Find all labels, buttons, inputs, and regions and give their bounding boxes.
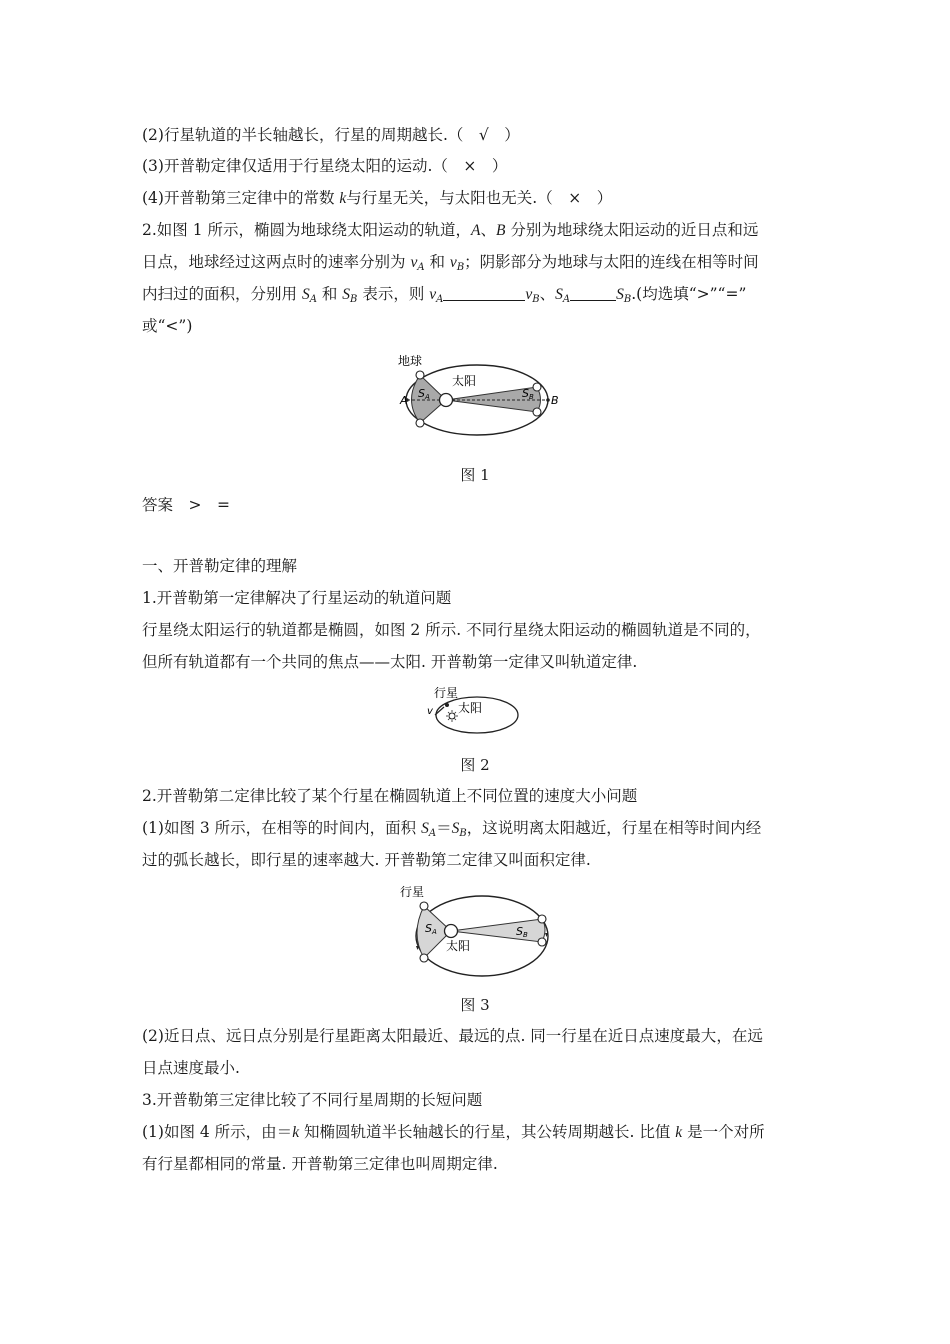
earth-icon	[416, 371, 424, 379]
statement-4: (4)开普勒第三定律中的常数 k与行星无关，与太阳也无关.（ × ）	[142, 189, 613, 207]
planet-label: 行星	[434, 686, 459, 700]
answer-blank-2[interactable]	[570, 286, 616, 301]
planet-marker	[533, 383, 541, 391]
aphelion-point	[546, 398, 550, 402]
law-3-title: 3.开普勒第三定律比较了不同行星周期的长短问题	[142, 1091, 483, 1109]
section-heading: 一、开普勒定律的理解	[142, 557, 298, 575]
question-2-line1: 2.如图 1 所示，椭圆为地球绕太阳运动的轨道，A、B 分别为地球绕太阳运动的近日点和远	[142, 221, 759, 239]
figure-3-caption: 图 3	[460, 996, 490, 1014]
law-2-point2-line2: 日点速度最小.	[142, 1059, 240, 1077]
figure-2-caption: 图 2	[460, 756, 490, 774]
sun-icon	[440, 394, 453, 407]
figure-3-orbit-diagram	[396, 882, 556, 982]
law-3-para-line2: 有行星都相同的常量. 开普勒第三定律也叫周期定律.	[142, 1155, 498, 1173]
planet-marker	[416, 419, 424, 427]
velocity-label: v	[427, 706, 433, 717]
answer-blank-1[interactable]	[443, 286, 525, 301]
planet-icon	[420, 902, 428, 910]
planet-marker	[538, 938, 546, 946]
planet-marker	[533, 408, 541, 416]
point-b-label: B	[551, 394, 559, 407]
sun-label: 太阳	[446, 939, 471, 953]
sun-label: 太阳	[458, 701, 483, 715]
question-2-line2: 日点，地球经过这两点时的速率分别为 $v_A$ 和 $v_B$；阴影部分为地球与太阳的连线在相等时间	[142, 253, 759, 273]
law-2-title: 2.开普勒第二定律比较了某个行星在椭圆轨道上不同位置的速度大小问题	[142, 787, 638, 805]
earth-label: 地球	[398, 354, 423, 368]
question-2-line3: 内扫过的面积，分别用 $S_A$ 和 $S_B$ 表示，则 $v_A$ $v_B$、$S_A$ $S_B$.(均选填“>”“=”	[142, 285, 747, 305]
law-1-para-line1: 行星绕太阳运行的轨道都是椭圆，如图 2 所示. 不同行星绕太阳运动的椭圆轨道是不同的，	[142, 621, 761, 639]
sb-label: SB	[516, 925, 528, 939]
point-a-label: A	[400, 394, 408, 407]
law-2-para-line1: (1)如图 3 所示，在相等的时间内，面积 $S_A=S_B$，这说明离太阳越近，行星在相等时间内经	[142, 819, 762, 839]
sun-label: 太阳	[452, 374, 477, 388]
answer-line: 答案 > =	[142, 496, 230, 514]
planet-marker	[420, 954, 428, 962]
planet-icon	[445, 703, 449, 707]
sa-label: SA	[425, 922, 437, 936]
figure-1-caption: 图 1	[460, 466, 490, 484]
sb-label: SB	[522, 387, 534, 401]
statement-2: (2)行星轨道的半长轴越长，行星的周期越长.（ √ ）	[142, 126, 520, 144]
planet-marker	[538, 915, 546, 923]
sun-rays	[446, 710, 458, 722]
law-1-para-line2: 但所有轨道都有一个共同的焦点——太阳. 开普勒第一定律又叫轨道定律.	[142, 653, 638, 671]
figure-1-orbit-diagram	[390, 346, 560, 438]
question-2-line4: 或“<”)	[142, 317, 193, 335]
law-1-title: 1.开普勒第一定律解决了行星运动的轨道问题	[142, 589, 452, 607]
planet-label: 行星	[400, 885, 425, 899]
law-2-point2-line1: (2)近日点、远日点分别是行星距离太阳最近、最远的点. 同一行星在近日点速度最大，在远	[142, 1027, 763, 1045]
sa-label: SA	[418, 387, 430, 401]
sun-icon	[445, 925, 458, 938]
sun-icon	[449, 713, 455, 719]
statement-3: (3)开普勒定律仅适用于行星绕太阳的运动.（ × ）	[142, 157, 508, 175]
law-2-para-line2: 过的弧长越长，即行星的速率越大. 开普勒第二定律又叫面积定律.	[142, 851, 591, 869]
figure-2-orbit-diagram	[418, 684, 528, 739]
law-3-para-line1: (1)如图 4 所示，由＝k 知椭圆轨道半长轴越长的行星，其公转周期越长. 比值 k 是一个对所	[142, 1123, 765, 1141]
